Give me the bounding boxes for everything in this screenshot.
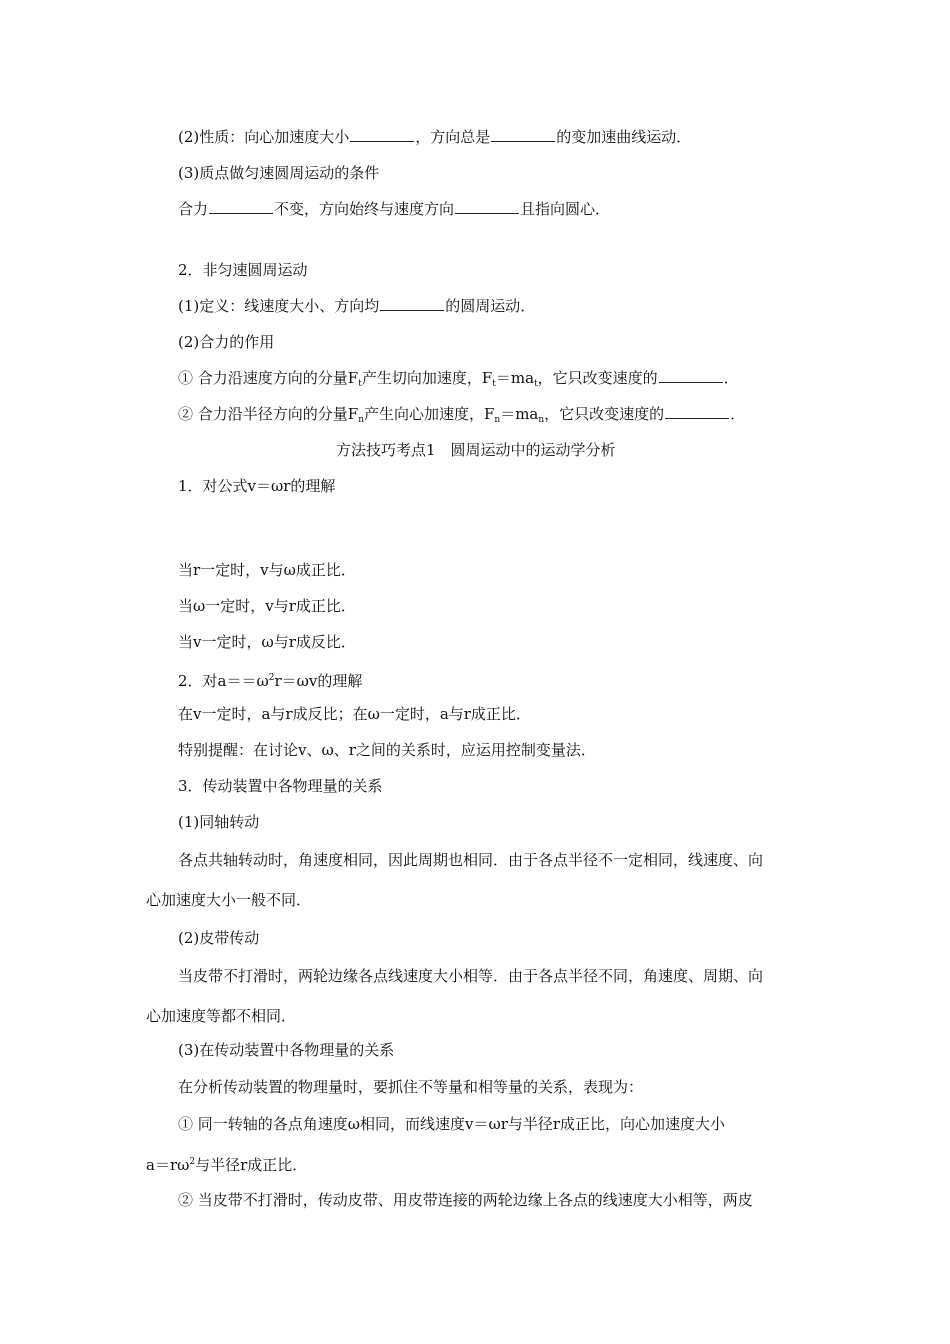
text-line: 在v一定时，a与r成反比；在ω一定时，a与r成正比． — [178, 705, 531, 723]
tangential-line — [178, 368, 739, 394]
text-segment: ① 合力沿速度方向的分量F — [178, 369, 359, 387]
text-segment: 不变，方向始终与速度方向 — [274, 200, 455, 218]
force-role-heading: (2)合力的作用 — [178, 333, 275, 351]
tip-line: 特别提醒：在讨论v、ω、r之间的关系时，应运用控制变量法． — [178, 741, 596, 759]
subscript: n — [358, 415, 364, 425]
fill-blank[interactable] — [455, 201, 519, 214]
text-segment: ，方向总是 — [415, 128, 491, 146]
definition-line — [178, 296, 535, 316]
text-segment: 的圆周运动． — [445, 297, 536, 315]
text-segment: ，它只改变速度的 — [544, 405, 665, 423]
text-segment: 2．对a＝＝ω — [178, 672, 269, 690]
text-segment: ＝ma — [500, 405, 539, 423]
fill-blank[interactable] — [659, 370, 723, 383]
superscript: 2 — [268, 673, 275, 683]
text-segment: (1)定义：线速度大小、方向均 — [178, 297, 380, 315]
text-segment: (2)性质：向心加速度大小 — [178, 128, 350, 146]
text-segment: 且指向圆心． — [520, 200, 611, 218]
paragraph-line: ① 同一转轴的各点角速度ω相同，而线速度v＝ωr与半径r成正比，向心加速度大小 — [178, 1115, 726, 1133]
paragraph-line — [146, 1152, 307, 1175]
text-segment: ． — [730, 405, 746, 423]
formula-a-title — [178, 668, 362, 691]
subheading: (2)皮带传动 — [178, 929, 260, 947]
text-segment: ． — [723, 369, 739, 387]
text-segment: 产生向心加速度，F — [363, 405, 495, 423]
text-segment: ＝ma — [495, 369, 535, 387]
paragraph-line: 各点共轴转动时，角速度相同，因此周期也相同．由于各点半径不一定相同，线速度、向 — [178, 851, 764, 869]
superscript: 2 — [189, 1157, 196, 1167]
paragraph-line: 当皮带不打滑时，两轮边缘各点线速度大小相等．由于各点半径不同，角速度、周期、向 — [178, 967, 764, 985]
text-segment: ，它只改变速度的 — [537, 369, 658, 387]
fill-blank[interactable] — [665, 406, 729, 419]
section-heading: 方法技巧考点1 圆周运动中的运动学分析 — [336, 441, 616, 459]
fill-blank[interactable] — [209, 201, 273, 214]
section-title-nonuniform: 2．非匀速圆周运动 — [178, 261, 308, 279]
subheading: (1)同轴转动 — [178, 813, 260, 831]
subscript: t — [534, 379, 538, 389]
subscript: n — [538, 415, 545, 425]
text-segment: 与半径r成正比． — [195, 1156, 308, 1174]
fill-blank[interactable] — [491, 129, 555, 142]
text-segment: ② 合力沿半径方向的分量F — [178, 405, 359, 423]
subscript: n — [494, 415, 501, 425]
normal-line — [178, 404, 745, 430]
condition-heading: (3)质点做匀速圆周运动的条件 — [178, 164, 380, 182]
formula-v-title: 1．对公式v＝ωr的理解 — [178, 477, 336, 495]
paragraph-line: ② 当皮带不打滑时，传动皮带、用皮带连接的两轮边缘上各点的线速度大小相等，两皮 — [178, 1191, 753, 1209]
fill-blank[interactable] — [380, 298, 444, 311]
property-line — [178, 127, 691, 147]
condition-line — [178, 199, 610, 219]
paragraph-line: 在分析传动装置的物理量时，要抓住不等量和相等量的关系，表现为： — [178, 1078, 644, 1096]
paragraph-line: 心加速度大小一般不同． — [146, 891, 312, 909]
text-segment: 产生切向加速度，F — [361, 369, 493, 387]
text-line: 当ω一定时，v与r成正比． — [178, 597, 356, 615]
subscript: t — [492, 379, 496, 389]
fill-blank[interactable] — [350, 129, 414, 142]
text-line: 当r一定时，v与ω成正比． — [178, 561, 356, 579]
text-segment: 的变加速曲线运动． — [556, 128, 692, 146]
section-title-transmission: 3．传动装置中各物理量的关系 — [178, 777, 383, 795]
text-segment: r＝ωv的理解 — [274, 672, 363, 690]
text-segment: 合力 — [178, 200, 209, 218]
subheading: (3)在传动装置中各物理量的关系 — [178, 1041, 395, 1059]
text-line: 当v一定时，ω与r成反比． — [178, 633, 356, 651]
subscript: t — [358, 379, 362, 389]
paragraph-line: 心加速度等都不相同． — [146, 1007, 297, 1025]
text-segment: a＝rω — [146, 1156, 190, 1174]
